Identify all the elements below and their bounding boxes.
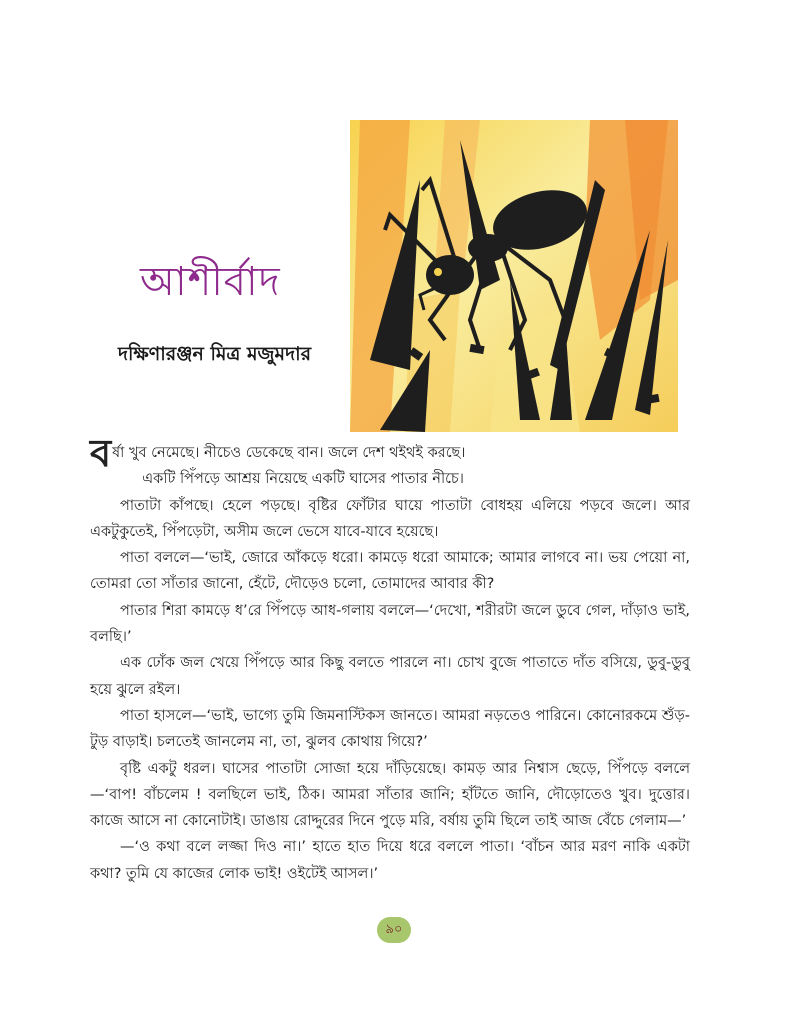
- page-number-badge: ৯০: [377, 917, 411, 943]
- paragraph-1-text: র্ষা খুব নেমেছে। নীচেও ডেকেছে বান। জলে দেশ থইথই করছে।: [112, 445, 466, 461]
- ant-on-grass-icon: [350, 120, 678, 432]
- story-body: [90, 431, 690, 887]
- paragraph-7: পাতা হাসলে—‘ভাই, ভাগ্যে তুমি জিমনাস্টিকস জানতে। আমরা নড়তেও পারিনে। কোনোরকমে শুঁড়-টুড় বাড়াই। চলতেই জানলেম না, তা, ঝুলব কোথায় গিয়ে?’: [90, 707, 690, 751]
- paragraph-6: এক ঢোঁক জল খেয়ে পিঁপড়ে আর কিছু বলতে পারলে না। চোখ বুজে পাতাতে দাঁত বসিয়ে, ডুবু-ডুবু হয়ে ঝুলে রইল।: [90, 655, 690, 698]
- author-name: দক্ষিণারঞ্জন মিত্র মজুমদার: [118, 343, 312, 365]
- story-title: আশীর্বাদ: [140, 259, 281, 305]
- paragraph-9: —‘ও কথা বলে লজ্জা দিও না।’ হাতে হাত দিয়ে ধরে বললে পাতা। ‘বাঁচন আর মরণ নাকি একটা কথা? তুমি যে কাজের লোক ভাই! ওইটেই আসল।’: [90, 839, 690, 882]
- paragraph-8: বৃষ্টি একটু ধরল। ঘাসের পাতাটা সোজা হয়ে দাঁড়িয়েছে। কামড় আর নিশ্বাস ছেড়ে, পিঁপড়ে বললে—‘বাপ! বাঁচলেম ! বলছিলে ভাই, ঠিক। আমরা সাঁতার জানি; হাঁটতে জানি, দৌড়োতেও খুব। দুত্তোর। কাজে আসে না কোনোটাই। ডাঙায় রোদ্দুরের দিনে পুড়ে মরি, বর্ষায় তুমি ছিলে তাই আজ বেঁচে গেলাম—’: [90, 760, 690, 830]
- paragraph-5: পাতার শিরা কামড়ে ধ’রে পিঁপড়ে আধ-গলায় বললে—‘দেখো, শরীরটা জলে ডুবে গেল, দাঁড়াও ভাই, বলছি।’: [90, 602, 690, 646]
- paragraph-1: [90, 431, 690, 475]
- paragraph-3: পাতাটা কাঁপছে। হেলে পড়ছে। বৃষ্টির ফোঁটার ঘায়ে পাতাটা বোধহয় এলিয়ে পড়বে জলে। আর একটুকুতেই, পিঁপড়েটা, অসীম জলে ভেসে যাবে-যাবে হয়েছে।: [90, 497, 690, 540]
- drop-cap: ব: [90, 431, 112, 475]
- paragraph-4: পাতা বললে—‘ভাই, জোরে আঁকড়ে ধরো। কামড়ে ধরো আমাকে; আমার লাগবে না। ভয় পেয়ো না, তোমরা তো সাঁতার জানো, হেঁটে, দৌড়েও চলো, তোমাদের আবার কী?: [90, 550, 690, 593]
- paragraph-2: একটি পিঁপড়ে আশ্রয় নিয়েছে একটি ঘাসের পাতার নীচে।: [142, 471, 464, 488]
